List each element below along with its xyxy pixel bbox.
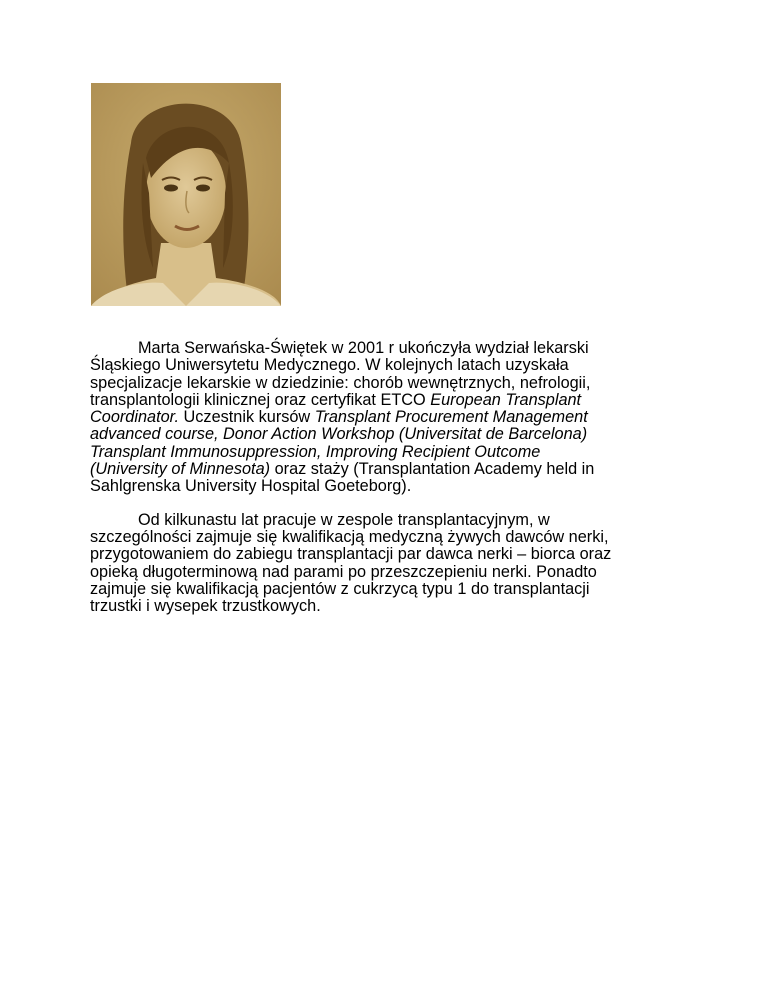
italic-text: Coordinator. xyxy=(90,408,179,427)
bio-line xyxy=(90,478,690,495)
bio-paragraph-1 xyxy=(90,340,690,496)
bio-line xyxy=(90,340,690,357)
text-run: transplantologii klinicznej oraz certyfikat ETCO xyxy=(90,390,431,409)
bio-line xyxy=(90,409,690,426)
italic-text: Transplant Immunosuppression, Improving Recipient Outcome xyxy=(90,442,541,461)
italic-text: European Transplant xyxy=(430,390,582,409)
text-run: Śląskiego Uniwersytetu Medycznego. W kolejnych latach uzyskała xyxy=(90,356,569,375)
bio-line: przygotowaniem do zabiegu transplantacji par dawca nerki – biorca oraz xyxy=(90,545,612,564)
bio-line: trzustki i wysepek trzustkowych. xyxy=(90,597,321,616)
bio-line xyxy=(90,375,690,392)
bio-line: szczególności zajmuje się kwalifikacją medyczną żywych dawców nerki, xyxy=(90,527,609,546)
italic-text: advanced course, Donor Action Workshop (Universitat de Barcelona) xyxy=(90,425,588,444)
text-run: oraz staży (Transplantation Academy held in xyxy=(270,460,595,479)
text-run: specjalizacje lekarskie w dziedzinie: chorób wewnętrznych, nefrologii, xyxy=(90,373,591,392)
bio-paragraph-2 xyxy=(90,512,690,616)
bio-line: zajmuje się kwalifikacją pacjentów z cukrzycą typu 1 do transplantacji xyxy=(90,579,590,598)
bio-line xyxy=(90,461,690,478)
bio-line xyxy=(90,426,690,443)
biography-text xyxy=(90,340,690,615)
text-run: Sahlgrenska University Hospital Goeteborg). xyxy=(90,477,412,496)
text-run: Marta Serwańska-Świętek w 2001 r ukończyła wydział lekarski xyxy=(138,339,589,357)
text-run: Uczestnik kursów xyxy=(179,408,315,427)
bio-line xyxy=(90,357,690,374)
bio-line: opieką długoterminową nad parami po przeszczepieniu nerki. Ponadto xyxy=(90,562,597,581)
bio-line: Od kilkunastu lat pracuje w zespole transplantacyjnym, w xyxy=(138,510,550,529)
portrait-photo xyxy=(91,83,281,306)
italic-text: Transplant Procurement Management xyxy=(314,408,588,427)
bio-line xyxy=(90,392,690,409)
italic-text: (University of Minnesota) xyxy=(90,460,271,479)
portrait-image xyxy=(91,83,281,306)
bio-line xyxy=(90,444,690,461)
